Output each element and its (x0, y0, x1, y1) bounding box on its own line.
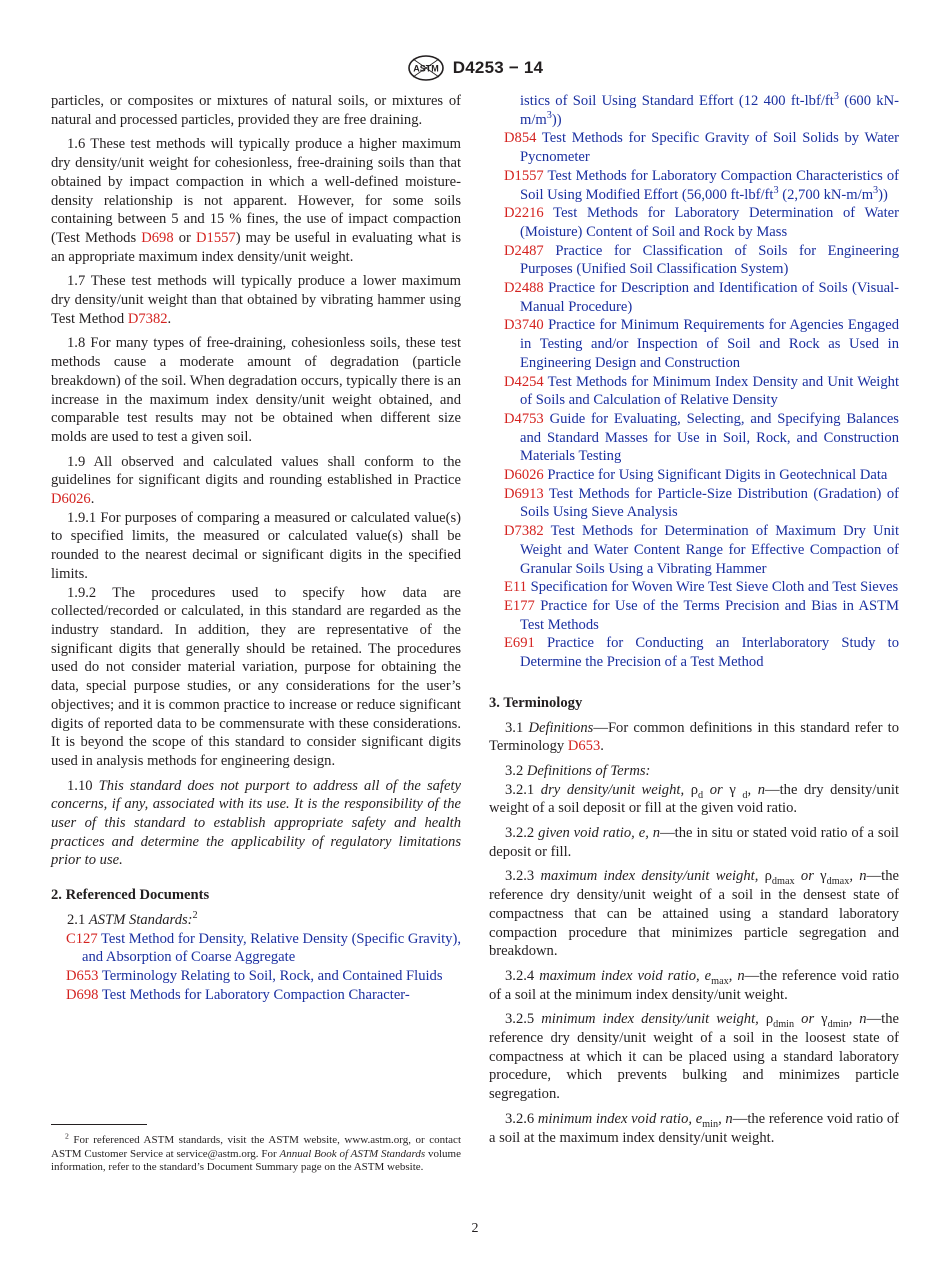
paragraph-2-1: 2.1 ASTM Standards:$^2$ (67, 909, 198, 928)
section-heading-2: 2. Referenced Documents (51, 887, 210, 904)
reference-item[interactable]: D2488 Practice for Description and Identification of Soils (Visual-Manual Procedure) (504, 280, 900, 315)
reference-item[interactable]: D6026 Practice for Using Significant Digits in Geotechnical Data (504, 467, 888, 484)
reference-item[interactable]: D4254 Test Methods for Minimum Index Density and Unit Weight of Soils and Calculation of Relative Density (504, 373, 899, 409)
paragraph-3-2-6: 3.2.6 minimum index void ratio, $e_{min}$, n—the reference void ratio of a soil at the maximum index density/unit weight. (489, 1110, 899, 1146)
reference-item[interactable]: D3740 Practice for Minimum Requirements for Agencies Engaged in Testing and/or Inspection of Soil and Rock as Used in Engineering Design and Construction (504, 317, 899, 371)
reference-item[interactable]: D1557 Test Methods for Laboratory Compaction Characteristics of Soil Using Modified Effort (56,000 $ft-lbf/ft^3$ (2,700 $kN-m/m^3$)) (504, 167, 899, 203)
reference-item[interactable]: D653 Terminology Relating to Soil, Rock, and Contained Fluids (66, 967, 443, 984)
reference-list-right (489, 92, 899, 672)
paragraph-3-2-1: 3.2.1 dry density/unit weight, $\rho_d$ or γ $_d$, n—the dry density/unit weight of a soil deposit or fill at the given void ratio. (489, 781, 900, 817)
reference-item[interactable]: D4753 Guide for Evaluating, Selecting, and Specifying Balances and Standard Masses for Use in Soil, Rock, and Construction Materials Testing (504, 410, 899, 465)
link-d698[interactable]: D698 (141, 229, 174, 246)
paragraph-1-9-2: 1.9.2 The procedures used to specify how data are collected/recorded or calculated, in this standard are regarded as the industry standard. In addition, they are representative of the significant digits that generally should be retained. The procedures used do not consider material variation, purpose for obtaining the data, special purpose studies, or any considerations for the user’s objectives; and it is common practice to increase or reduce significant digits of reported data to be commensurate with these considerations. It is beyond the scope of this standard to consider significant digits used in analysis methods for engineering design. (51, 584, 461, 769)
paragraph-1-9-1: 1.9.1 For purposes of comparing a measured or calculated value(s) to specified limits, the measured or calculated value(s) shall be rounded to the nearest decimal or significant digits in the specified limits. (51, 509, 461, 582)
paragraph-3-2-4: 3.2.4 maximum index void ratio, $e_{max}$, n—the reference void ratio of a soil at the minimum index density/unit weight. (489, 967, 899, 1003)
reference-item[interactable]: D6913 Test Methods for Particle-Size Distribution (Gradation) of Soils Using Sieve Analysis (504, 485, 899, 521)
reference-item[interactable]: C127 Test Method for Density, Relative Density (Specific Gravity), and Absorption of Coarse Aggregate (66, 930, 461, 966)
reference-list-left (51, 930, 461, 1005)
reference-item-continued[interactable]: istics of Soil Using Standard Effort (12 400 $ft-lbf/ft^3$ (600 $kN-m/m^3$)) (520, 91, 899, 128)
reference-item[interactable]: D854 Test Methods for Specific Gravity of Soil Solids by Water Pycnometer (504, 130, 899, 166)
paragraph-3-2-3: 3.2.3 maximum index density/unit weight, $\rho_{dmax}$ or $\gamma_{dmax}$, n—the reference dry density/unit weight of a soil in the densest state of compactness that can be attained using a standard laboratory compaction procedure that minimizes particle segregation and breakdown. (489, 868, 899, 960)
reference-item[interactable]: D698 Test Methods for Laboratory Compaction Character- (66, 986, 410, 1003)
link-d7382[interactable]: D7382 (127, 310, 168, 327)
paragraph-continued: particles, or composites or mixtures of natural soils, or mixtures of natural and processed particles, provided they are free draining. (51, 93, 461, 128)
paragraph-3-2-5: 3.2.5 minimum index density/unit weight, $\rho_{dmin}$ or $\gamma_{dmin}$, n—the reference dry density/unit weight of a soil in the loosest state of compactness at which it can be placed using a standard laboratory procedure, which prevents bulking and minimizes particle segregation. (489, 1011, 899, 1103)
paragraph-1-7: 1.7 These test methods will typically produce a lower maximum dry density/unit weight than that obtained by vibrating hammer using Test Method D7382. (51, 273, 461, 327)
section-heading-3: 3. Terminology (489, 694, 583, 711)
left-column (51, 92, 461, 1004)
link-d6026[interactable]: D6026 (51, 491, 91, 508)
paragraph-1-10: 1.10 This standard does not purport to address all of the safety concerns, if any, associated with its use. It is the responsibility of the user of this standard to establish appropriate safety and health practices and determine the applicability of regulatory limitations prior to use. (51, 777, 461, 869)
reference-item[interactable]: E177 Practice for Use of the Terms Precision and Bias in ASTM Test Methods (504, 597, 899, 633)
paragraph-1-6: 1.6 These test methods will typically produce a higher maximum dry density/unit weight for cohesionless, free-draining soils than that obtained by impact compaction in which a well-defined moisture-density relationship is not apparent. However, for some soils containing between 5 and 15 % fines, the use of impact compaction (Test Methods D698 or D1557) may be useful in evaluating what is an appropriate maximum index density/unit weight. (51, 136, 461, 265)
paragraph-3-2: 3.2 Definitions of Terms: (505, 762, 651, 779)
reference-item[interactable]: D7382 Test Methods for Determination of Maximum Dry Unit Weight and Water Content Range for Effective Compaction of Granular Soils Using a Vibrating Hammer (504, 523, 899, 577)
reference-item[interactable]: E691 Practice for Conducting an Interlaboratory Study to Determine the Precision of a Test Method (504, 635, 899, 671)
paragraph-3-1: 3.1 Definitions—For common definitions in this standard refer to Terminology D653. (489, 719, 899, 755)
page-number: 2 (471, 1221, 479, 1236)
reference-item[interactable]: E11 Specification for Woven Wire Test Sieve Cloth and Test Sieves (504, 579, 899, 596)
astm-logo-icon (407, 54, 445, 82)
reference-item[interactable]: D2216 Test Methods for Laboratory Determination of Water (Moisture) Content of Soil and Rock by Mass (504, 205, 899, 240)
right-column (489, 92, 899, 1153)
reference-item[interactable]: D2487 Practice for Classification of Soils for Engineering Purposes (Unified Soil Classification System) (504, 242, 899, 278)
paragraph-3-2-2: 3.2.2 given void ratio, e, n—the in situ or stated void ratio of a soil deposit or fill. (489, 825, 899, 860)
paragraph-1-9: 1.9 All observed and calculated values shall conform to the guidelines for significant digits and rounding established in Practice D6026. (51, 453, 461, 508)
link-d653[interactable]: D653 (567, 738, 601, 755)
paragraph-1-8: 1.8 For many types of free-draining, cohesionless soils, these test methods cause a moderate amount of degradation (particle breakdown) of the soil. When degradation occurs, typically there is an increase in the maximum index density/unit weight obtained, and comparable test results may not be obtained when different size molds are used to test a given soil. (51, 335, 461, 445)
page-header (0, 54, 950, 84)
svg-text:ASTM: ASTM (413, 63, 439, 74)
link-d1557[interactable]: D1557 (196, 229, 236, 246)
footnote-2: $^2$ For referenced ASTM standards, visit the ASTM website, www.astm.org, or contact ASTM Customer Service at service@astm.org. For Annual Book of ASTM Standards volume information, refer to the standard’s Document Summary page on the ASTM website. (51, 1131, 461, 1174)
document-id: D4253 − 14 (452, 58, 544, 77)
footnote-divider (51, 1124, 147, 1125)
